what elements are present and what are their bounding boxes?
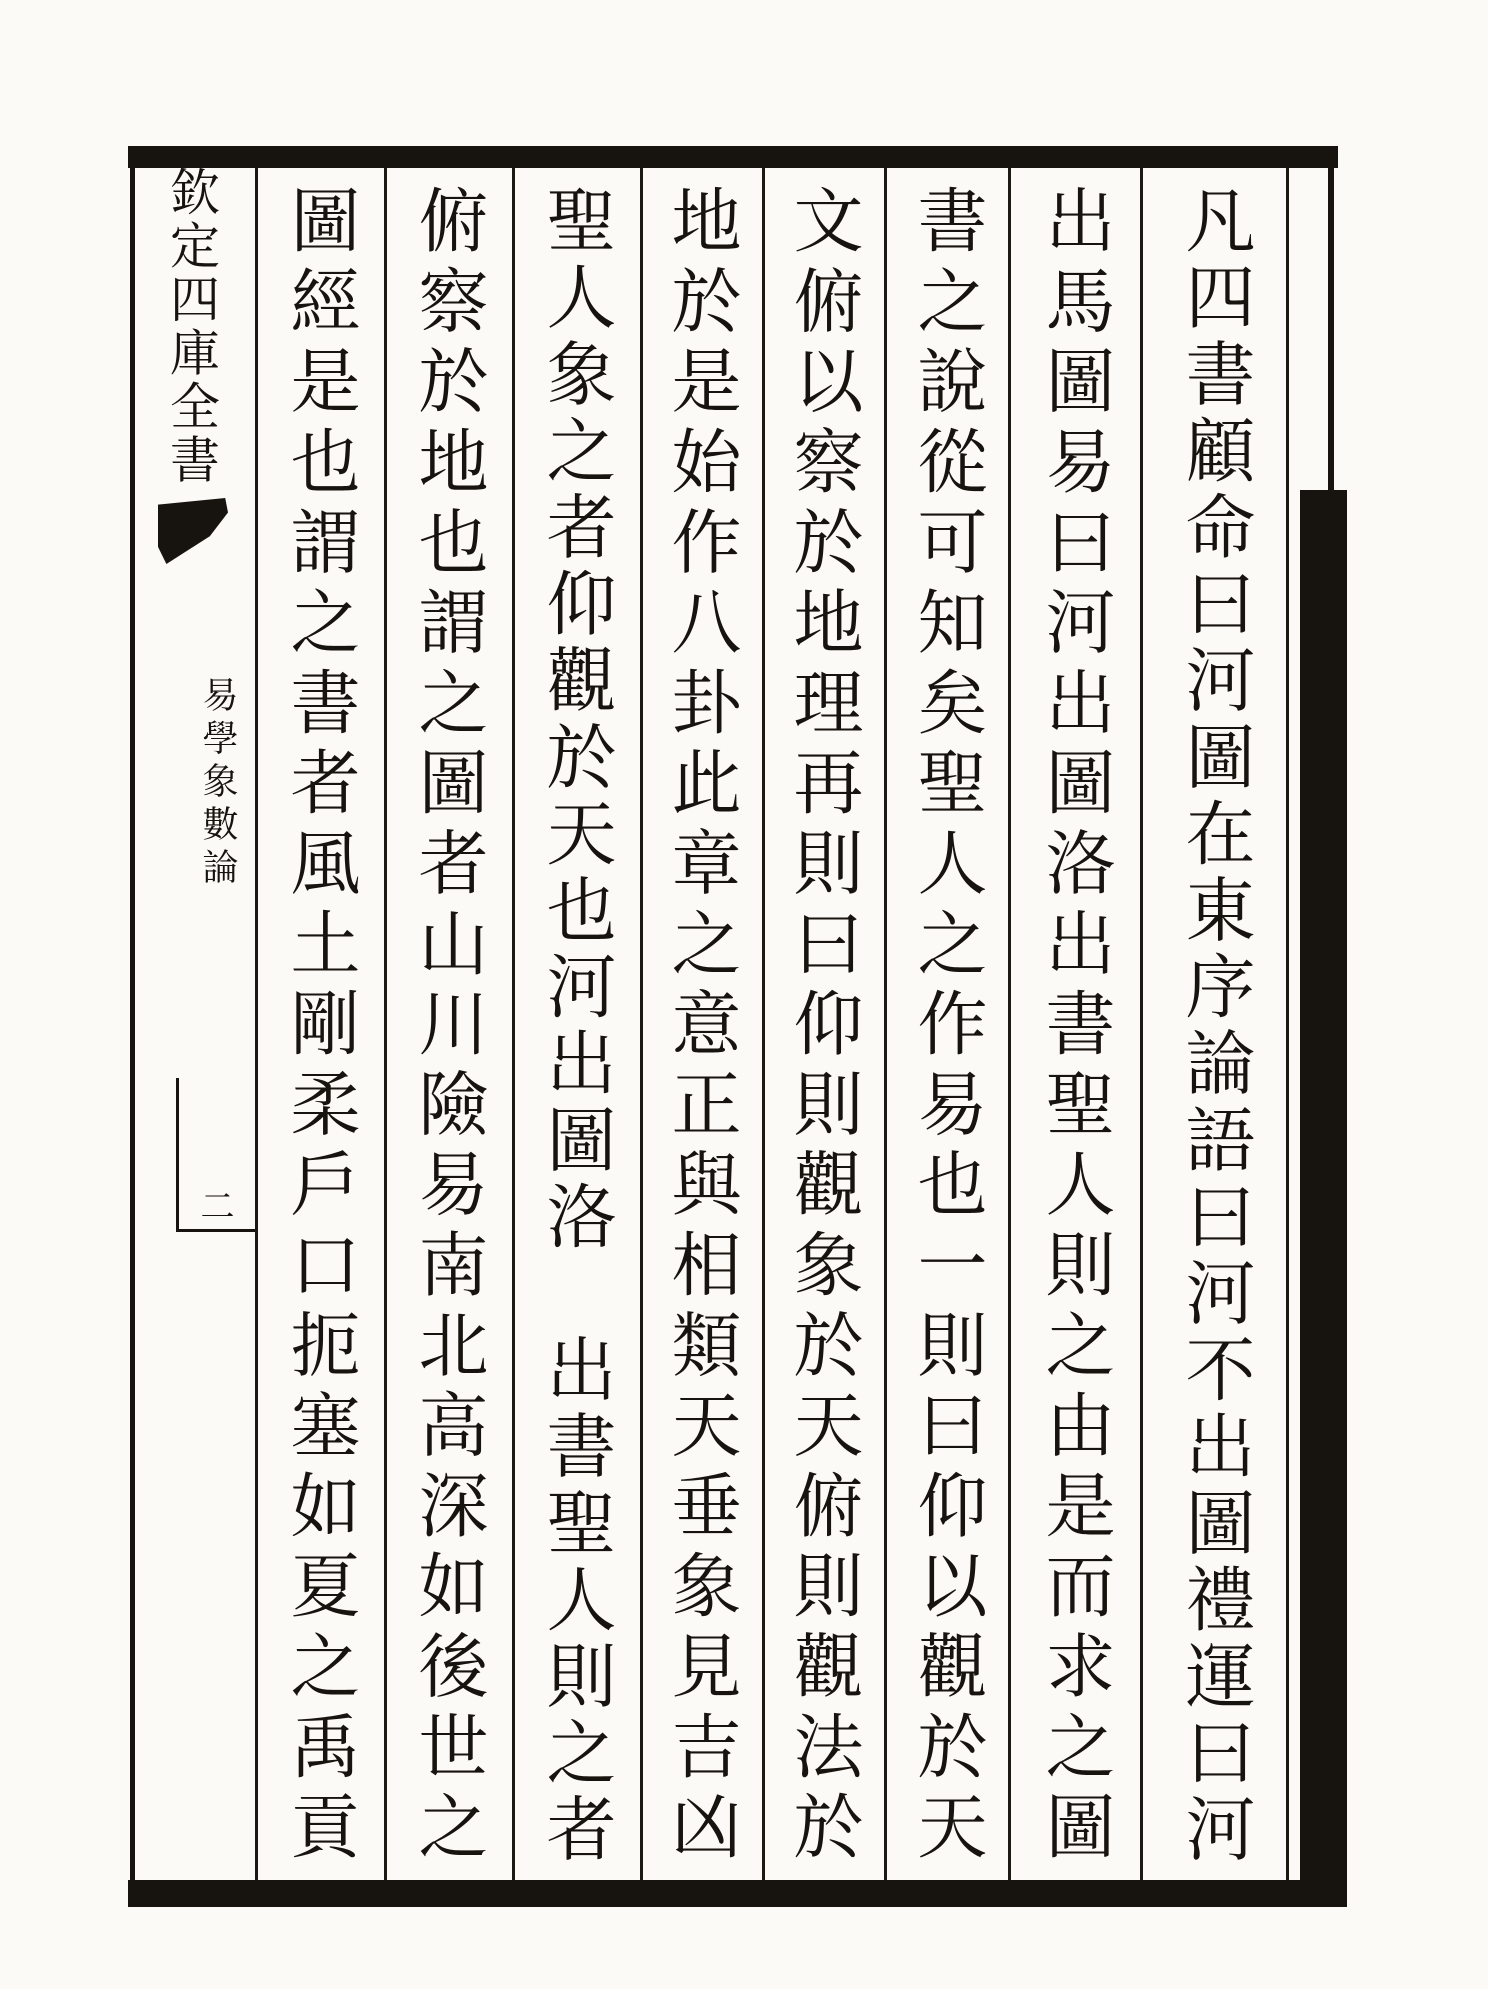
frame-right-gutter-bar [1300,490,1347,1907]
text-column-4: 文俯以察於地理再則曰仰則觀象於天俯則觀法於 [782,184,864,1871]
text-column-8: 圖經是也謂之書者風土剛柔戶口扼塞如夏之禹貢 [279,184,361,1871]
column-rule [762,168,765,1880]
book-title: 易學象數論 [197,676,238,891]
column-rule [1140,168,1143,1880]
banxin-rule-horizontal [176,1229,255,1232]
frame-top-border [128,146,1338,168]
column-rule [1008,168,1011,1880]
column-rule [884,168,887,1880]
column-rule [1286,168,1289,1880]
text-column-6: 聖人象之者仰觀於天也河出圖洛 出書聖人則之者 [535,184,617,1870]
frame-right-border [1328,146,1334,506]
fold-mark-icon [158,498,228,564]
page-number: 二 [194,1188,234,1222]
frame-bottom-border [128,1880,1346,1907]
column-rule [512,168,515,1880]
text-column-5: 地於是始作八卦此章之意正與相類天垂象見吉凶 [660,184,742,1871]
frame-left-border [130,146,135,1907]
text-column-1: 凡四書顧命曰河圖在東序論語曰河不出圖禮運曰河 [1174,184,1256,1870]
column-rule [384,168,387,1880]
column-rule [255,168,258,1880]
column-rule [640,168,643,1880]
text-column-3: 書之說從可知矣聖人之作易也一則曰仰以觀於天 [906,184,988,1871]
collection-title: 欽定四庫全書 [162,166,220,487]
text-column-2: 出馬圖易曰河出圖洛出書聖人則之由是而求之圖 [1034,184,1116,1871]
text-column-7: 俯察於地也謂之圖者山川險易南北高深如後世之 [407,184,489,1871]
banxin-rule-vertical [176,1078,179,1230]
